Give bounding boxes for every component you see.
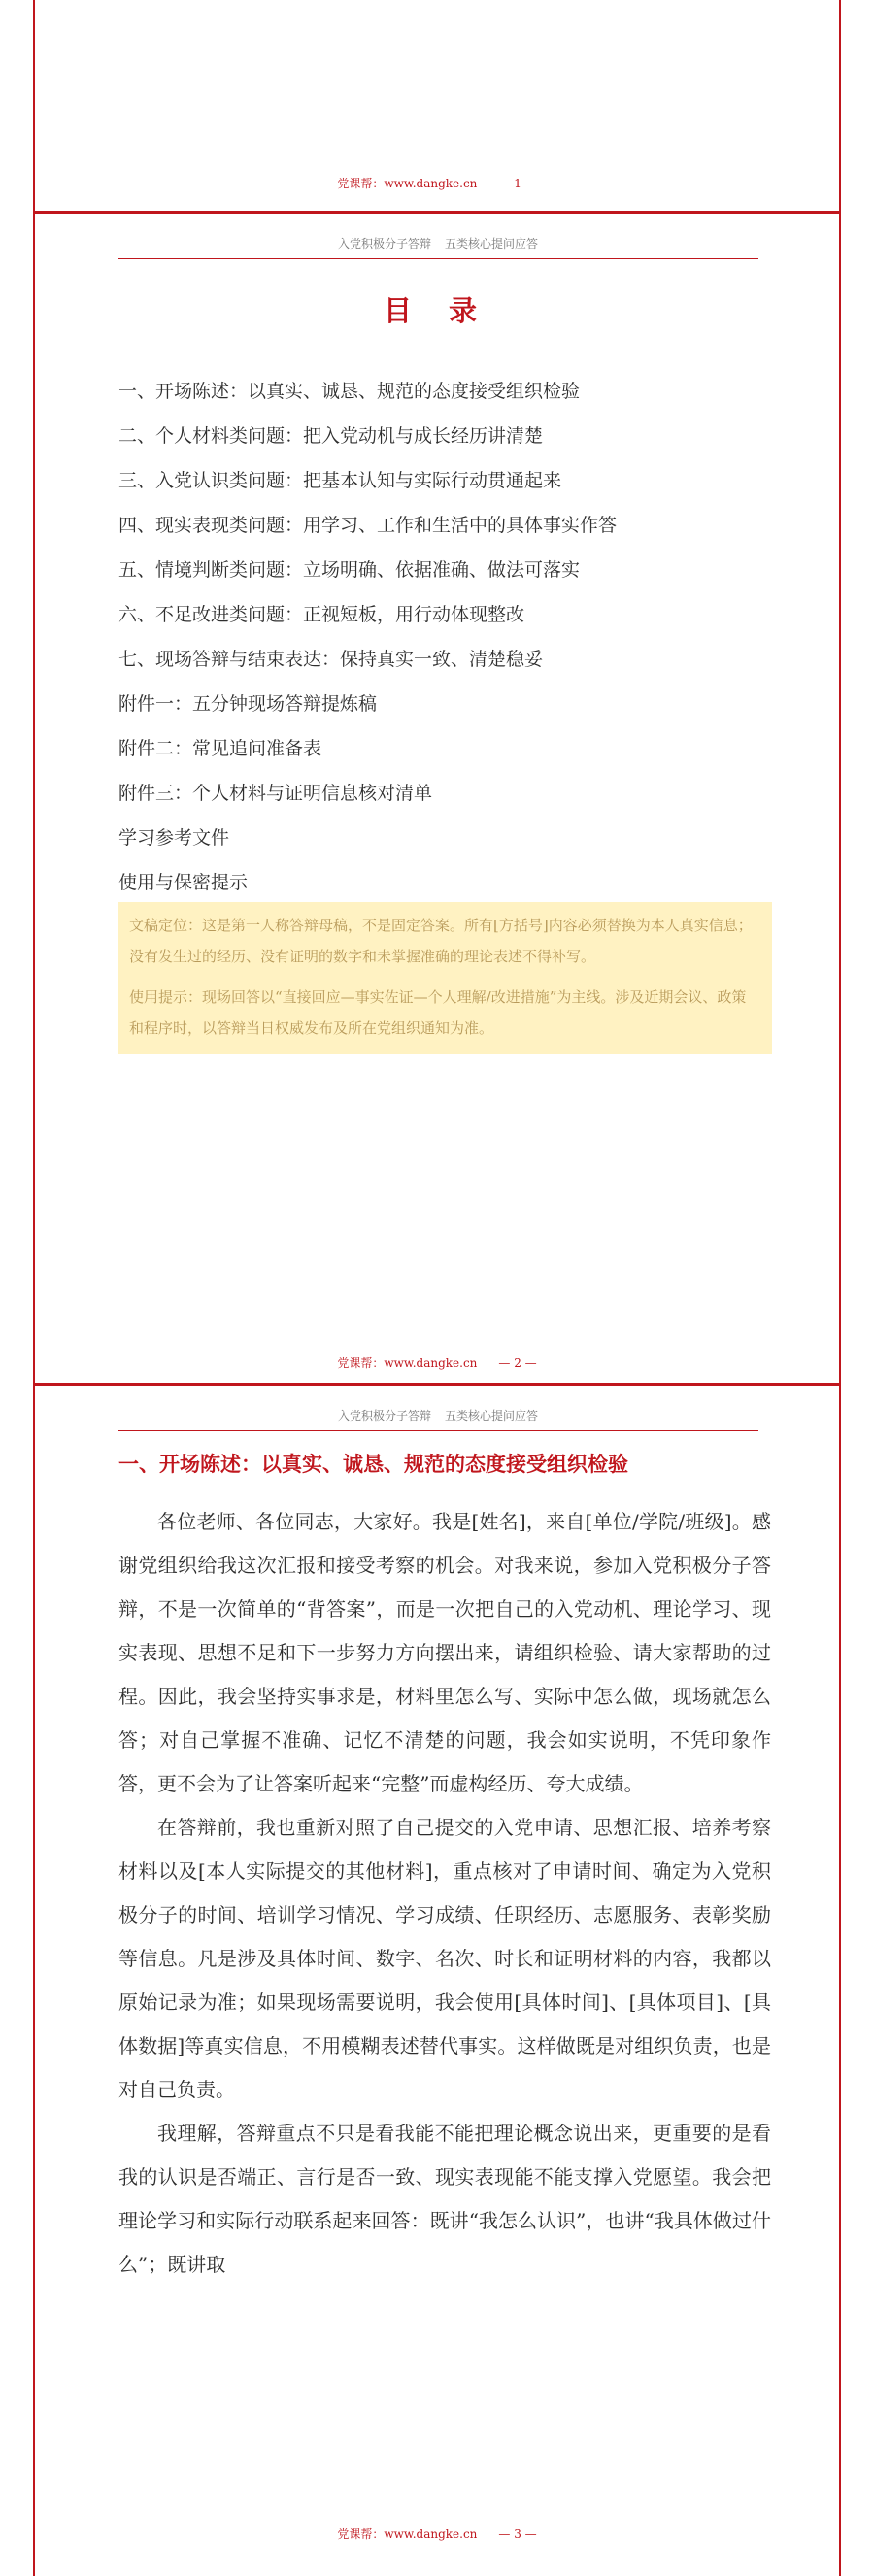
header-title: 入党积极分子答辩: [337, 237, 431, 251]
paragraph: 在答辩前，我也重新对照了自己提交的入党申请、思想汇报、培养考察材料以及[本人实际提交的其他材料]，重点核对了申请时间、确定为入党积极分子的时间、培训学习情况、学习成绩、任职经历、志愿服务、表彰奖励等信息。凡是涉及具体时间、数字、名次、时长和证明材料的内容，我都以原始记录为准；如果现场需要说明，我会使用[具体时间]、[具体项目]、[具体数据]等真实信息，不用模糊表述替代事实。这样做既是对组织负责，也是对自己负责。: [118, 1816, 771, 2101]
paragraph: 我理解，答辩重点不只是看我能不能把理论概念说出来，更重要的是看我的认识是否端正、言行是否一致、现实表现能不能支撑入党愿望。我会把理论学习和实际行动联系起来回答：既讲“我怎么认识”，也讲“我具体做过什么”；既讲取: [118, 2122, 771, 2276]
footer-site: 党课帮：www.dangke.cn: [337, 2527, 478, 2541]
page-header: [118, 235, 758, 259]
footer-site: 党课帮：www.dangke.cn: [337, 1356, 478, 1370]
page-2: [33, 214, 841, 1396]
header-subtitle: 五类核心提问应答: [445, 237, 539, 251]
toc-item[interactable]: 学习参考文件: [118, 827, 230, 849]
toc-item[interactable]: 一、开场陈述：以真实、诚恳、规范的态度接受组织检验: [118, 381, 581, 402]
page-number: — 3 —: [498, 2527, 537, 2541]
page-1: [33, 0, 841, 211]
page-footer: [35, 175, 839, 191]
toc-list: [118, 369, 617, 905]
toc-item[interactable]: 四、现实表现类问题：用学习、工作和生活中的具体事实作答: [118, 515, 618, 536]
footer-site: 党课帮：www.dangke.cn: [337, 177, 478, 190]
header-title: 入党积极分子答辩: [337, 1409, 431, 1422]
toc-item[interactable]: 三、入党认识类问题：把基本认知与实际行动贯通起来: [118, 470, 562, 491]
toc-title: 目 录: [383, 294, 491, 327]
toc-item[interactable]: 附件一：五分钟现场答辩提炼稿: [118, 693, 378, 715]
toc-item[interactable]: 使用与保密提示: [118, 872, 249, 893]
toc-item[interactable]: 七、现场答辩与结束表达：保持真实一致、清楚稳妥: [118, 649, 544, 670]
toc-item[interactable]: 六、不足改进类问题：正视短板，用行动体现整改: [118, 604, 525, 625]
paragraph: 各位老师、各位同志，大家好。我是[姓名]，来自[单位/学院/班级]。感谢党组织给我这次汇报和接受考察的机会。对我来说，参加入党积极分子答辩，不是一次简单的“背答案”，而是一次把自己的入党动机、理论学习、现实表现、思想不足和下一步努力方向摆出来，请组织检验、请大家帮助的过程。因此，我会坚持实事求是，材料里怎么写、实际中怎么做，现场就怎么答；对自己掌握不准确、记忆不清楚的问题，我会如实说明，不凭印象作答，更不会为了让答案听起来“完整”而虚构经历、夸大成绩。: [118, 1510, 771, 1795]
toc-item[interactable]: 五、情境判断类问题：立场明确、依据准确、做法可落实: [118, 559, 581, 581]
note-positioning: 文稿定位：这是第一人称答辩母稿，不是固定答案。所有[方括号]内容必须替换为本人真实信息；没有发生过的经历、没有证明的数字和未掌握准确的理论表述不得补写。: [129, 917, 753, 965]
section-body: [118, 1500, 771, 2287]
page-number: — 2 —: [498, 1356, 537, 1370]
page-header: [118, 1407, 758, 1431]
usage-note-box: [118, 902, 772, 1054]
page-footer: [35, 1355, 839, 1371]
page-number: — 1 —: [498, 177, 537, 190]
header-subtitle: 五类核心提问应答: [445, 1409, 539, 1422]
note-usage: 使用提示：现场回答以“直接回应—事实佐证—个人理解/改进措施”为主线。涉及近期会议、政策和程序时，以答辩当日权威发布及所在党组织通知为准。: [129, 988, 747, 1037]
toc-item[interactable]: 二、个人材料类问题：把入党动机与成长经历讲清楚: [118, 425, 544, 447]
section-title: 一、开场陈述：以真实、诚恳、规范的态度接受组织检验: [118, 1453, 628, 1476]
toc-item[interactable]: 附件三：个人材料与证明信息核对清单: [118, 783, 433, 804]
page-footer: [35, 2526, 839, 2542]
toc-item[interactable]: 附件二：常见追问准备表: [118, 738, 322, 759]
page-3: [33, 1386, 841, 2576]
